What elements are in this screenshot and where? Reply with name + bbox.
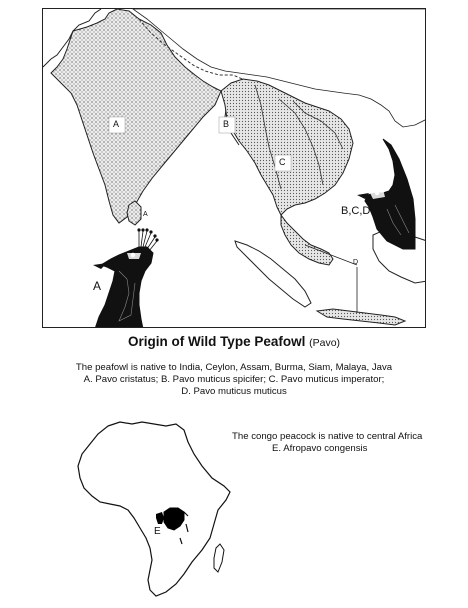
congo-species-text: E. Afropavo congensis xyxy=(272,443,368,454)
label-e: E xyxy=(154,526,161,537)
label-d: D xyxy=(353,259,359,266)
asia-map xyxy=(42,8,426,328)
label-a-ceylon: A xyxy=(143,211,148,218)
label-a-india: A xyxy=(113,119,120,129)
figure-title xyxy=(0,334,468,349)
figure-title-sub: (Pavo) xyxy=(309,337,341,349)
label-bcd-bird: B,C,D xyxy=(341,205,371,217)
label-c: C xyxy=(279,157,286,167)
java-island xyxy=(317,309,405,325)
peacock-a-illustration xyxy=(93,228,159,328)
native-range-text: The peafowl is native to India, Ceylon, Assam, Burma, Siam, Malaya, Java xyxy=(75,362,393,373)
peacock-bcd-illustration xyxy=(357,139,415,249)
africa-map xyxy=(70,420,240,600)
label-b: B xyxy=(223,119,230,129)
madagascar-island xyxy=(214,544,224,572)
species-line-1: A. Pavo cristatus; B. Pavo muticus spicifer; C. Pavo muticus imperator; xyxy=(83,374,385,385)
ceylon-island xyxy=(127,201,141,225)
label-a-bird: A xyxy=(93,279,102,293)
congo-native-text: The congo peacock is native to central Africa xyxy=(232,431,423,442)
southeast-asia-region xyxy=(221,79,353,215)
africa-outline xyxy=(78,422,230,596)
species-line-2: D. Pavo muticus muticus xyxy=(181,386,287,397)
malay-peninsula xyxy=(281,215,333,265)
figure-title-main: Origin of Wild Type Peafowl xyxy=(127,334,306,349)
